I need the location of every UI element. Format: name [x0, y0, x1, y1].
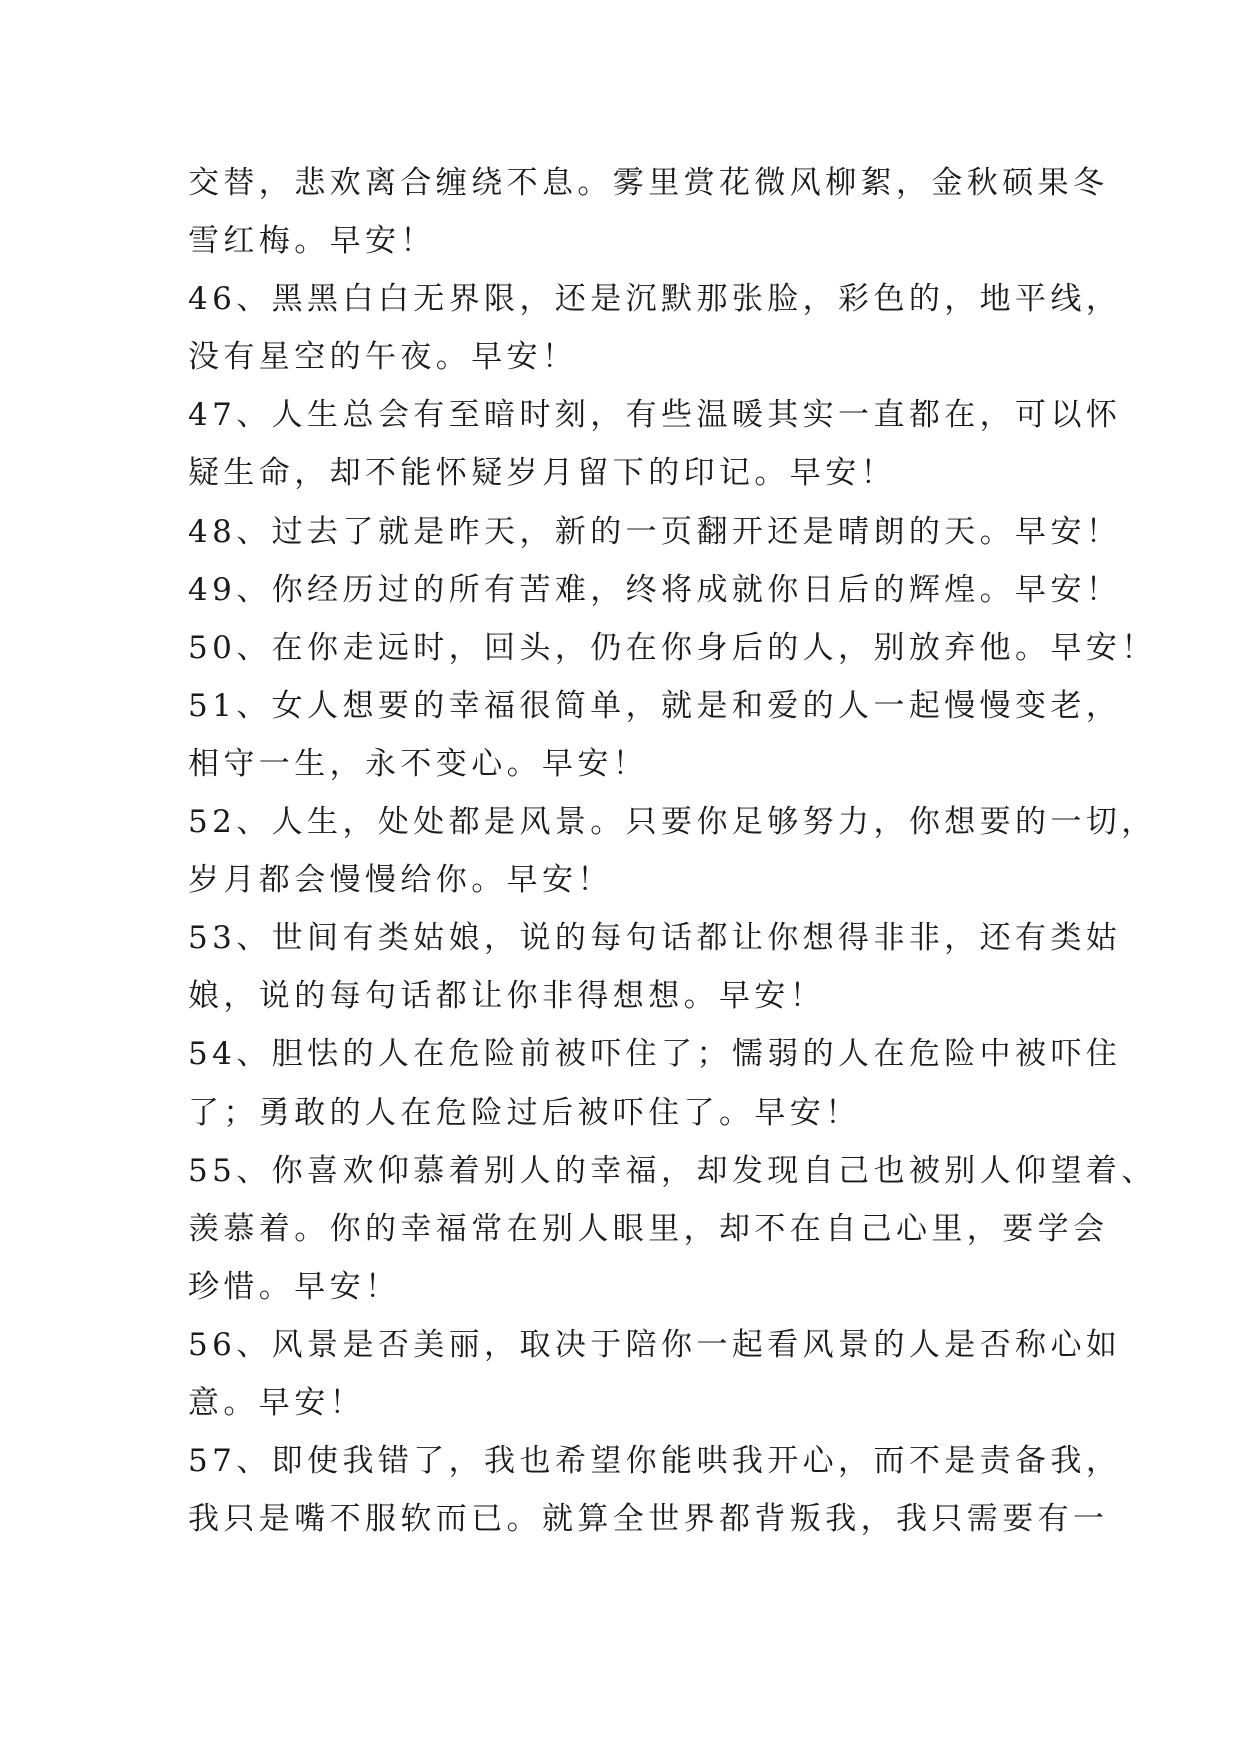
text-line: 珍惜。早安！	[188, 1268, 401, 1305]
text-line: 雪红梅。早安！	[188, 223, 436, 260]
text-line: 55、你喜欢仰慕着别人的幸福，却发现自己也被别人仰望着、	[188, 1152, 1157, 1189]
text-line: 50、在你走远时，回头，仍在你身后的人，别放弃他。早安！	[188, 629, 1157, 666]
text-line: 交替，悲欢离合缠绕不息。雾里赏花微风柳絮，金秋硕果冬	[188, 165, 1109, 201]
text-line: 52、人生，处处都是风景。只要你足够努力，你想要的一切，	[188, 804, 1157, 841]
text-line: 娘，说的每句话都让你非得想想。早安！	[188, 978, 826, 1015]
text-line: 相守一生，永不变心。早安！	[188, 745, 649, 782]
text-line: 53、世间有类姑娘，说的每句话都让你想得非非，还有类姑	[188, 920, 1122, 957]
text-line: 疑生命，却不能怀疑岁月留下的印记。早安！	[188, 455, 896, 492]
text-line: 51、女人想要的幸福很简单，就是和爱的人一起慢慢变老，	[188, 687, 1122, 724]
text-line: 47、人生总会有至暗时刻，有些温暖其实一直都在，可以怀	[188, 397, 1122, 434]
text-line: 羡慕着。你的幸福常在别人眼里，却不在自己心里，要学会	[188, 1210, 1109, 1247]
text-line: 了；勇敢的人在危险过后被吓住了。早安！	[188, 1094, 861, 1131]
text-line: 57、即使我错了，我也希望你能哄我开心，而不是责备我，	[188, 1443, 1122, 1480]
text-line: 49、你经历过的所有苦难，终将成就你日后的辉煌。早安！	[188, 571, 1122, 608]
body-text	[188, 154, 1157, 1548]
text-line: 54、胆怯的人在危险前被吓住了；懦弱的人在危险中被吓住	[188, 1036, 1122, 1073]
text-line: 48、过去了就是昨天，新的一页翻开还是晴朗的天。早安！	[188, 513, 1122, 550]
text-line: 岁月都会慢慢给你。早安！	[188, 862, 613, 899]
text-line: 46、黑黑白白无界限，还是沉默那张脸，彩色的，地平线，	[188, 281, 1122, 318]
text-line: 56、风景是否美丽，取决于陪你一起看风景的人是否称心如	[188, 1326, 1122, 1363]
text-line: 我只是嘴不服软而已。就算全世界都背叛我，我只需要有一	[188, 1501, 1109, 1538]
text-line: 意。早安！	[188, 1384, 365, 1421]
text-line: 没有星空的午夜。早安！	[188, 339, 578, 376]
